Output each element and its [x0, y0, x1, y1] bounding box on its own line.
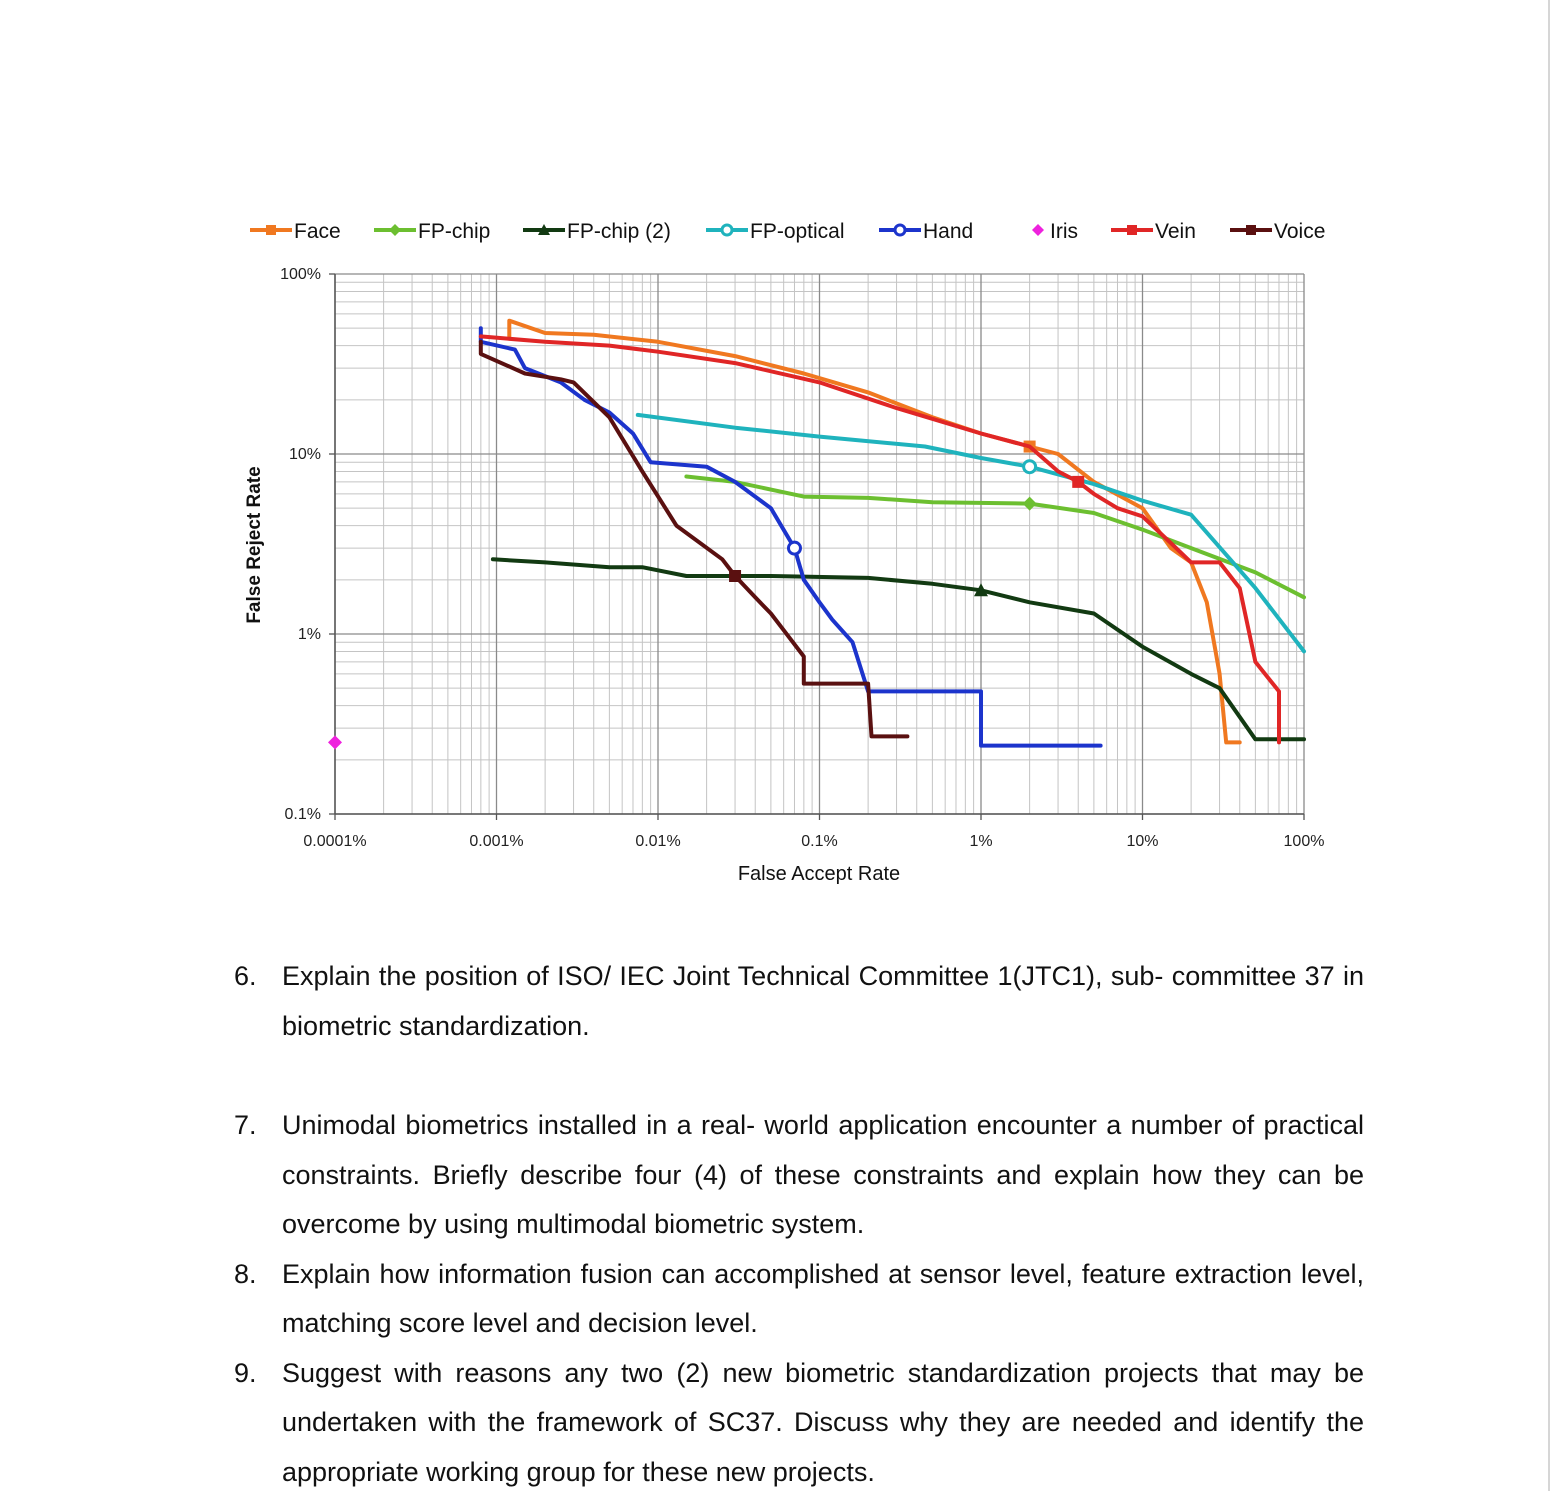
question-text: Explain how information fusion can accomplished at sensor level, feature extraction level, matching score level and decision level. [282, 1259, 1364, 1339]
chart-series [328, 321, 1304, 750]
legend-item-hand [879, 220, 973, 243]
series-marker-vein [1072, 476, 1084, 488]
legend-marker [389, 224, 401, 236]
legend-label: Vein [1155, 220, 1196, 243]
series-line-fp-chip-2 [493, 559, 1304, 739]
question-item [234, 1250, 1364, 1349]
x-tick-label: 0.1% [801, 833, 837, 850]
question-number: 8. [234, 1250, 257, 1300]
legend-label: FP-chip [418, 220, 490, 243]
x-tick-label: 100% [1284, 833, 1325, 850]
tick-labels [280, 266, 1324, 850]
legend-item-fp-chip-2 [523, 220, 671, 243]
legend-label: Hand [923, 220, 973, 243]
y-axis-label: False Reject Rate [244, 466, 265, 623]
series-fp-optical [638, 415, 1304, 652]
legend-label: FP-optical [750, 220, 845, 243]
legend-label: Iris [1050, 220, 1078, 243]
question-item [234, 1101, 1364, 1250]
series-line-fp-optical [638, 415, 1304, 652]
y-tick-label: 10% [289, 446, 321, 463]
question-item [234, 952, 1364, 1051]
question-number: 9. [234, 1349, 257, 1399]
legend-marker [266, 225, 276, 235]
question-text: Suggest with reasons any two (2) new biometric standardization projects that may be undertaken with the framework of SC37. Discuss why they are needed and identify the appropriate working group for these new projects. [282, 1358, 1364, 1487]
legend-label: Voice [1274, 220, 1325, 243]
data-point-iris [328, 735, 342, 749]
series-iris [328, 735, 342, 749]
question-number: 6. [234, 952, 257, 1002]
x-tick-label: 0.001% [469, 833, 523, 850]
question-text: Unimodal biometrics installed in a real- world application encounter a number of practical constraints. Briefly describe four (4) of these constraints and explain how they can be overcome by using multimodal biometric system. [282, 1110, 1364, 1239]
legend-marker [722, 225, 732, 235]
legend-label: FP-chip (2) [567, 220, 671, 243]
series-face [509, 321, 1240, 743]
legend-item-iris [1032, 220, 1078, 243]
question-item [234, 1349, 1364, 1497]
y-tick-label: 0.1% [285, 806, 321, 823]
legend-label: Face [294, 220, 341, 243]
series-line-face [509, 321, 1239, 743]
x-tick-label: 0.0001% [303, 833, 366, 850]
series-marker-voice [729, 570, 741, 582]
series-marker-hand [788, 542, 800, 554]
legend-marker [1127, 225, 1137, 235]
x-tick-label: 0.01% [635, 833, 680, 850]
legend-marker [1032, 224, 1044, 236]
chart-legend [250, 220, 1325, 243]
legend-item-vein [1111, 220, 1196, 243]
y-tick-label: 100% [280, 266, 321, 283]
legend-marker [1246, 225, 1256, 235]
legend-item-voice [1230, 220, 1325, 243]
legend-marker [895, 225, 905, 235]
series-marker-fp-optical [1024, 461, 1036, 473]
legend-item-face [250, 220, 341, 243]
x-tick-label: 1% [969, 833, 992, 850]
question-number: 7. [234, 1101, 257, 1151]
series-fp-chip-2 [493, 559, 1304, 739]
legend-item-fp-optical [706, 220, 845, 243]
legend-item-fp-chip [374, 220, 490, 243]
x-tick-label: 10% [1126, 833, 1158, 850]
x-axis-label: False Accept Rate [738, 863, 900, 885]
y-tick-label: 1% [298, 626, 321, 643]
question-list [234, 952, 1364, 1497]
question-text: Explain the position of ISO/ IEC Joint Technical Committee 1(JTC1), sub- committee 37 in biometric standardization. [282, 961, 1364, 1041]
